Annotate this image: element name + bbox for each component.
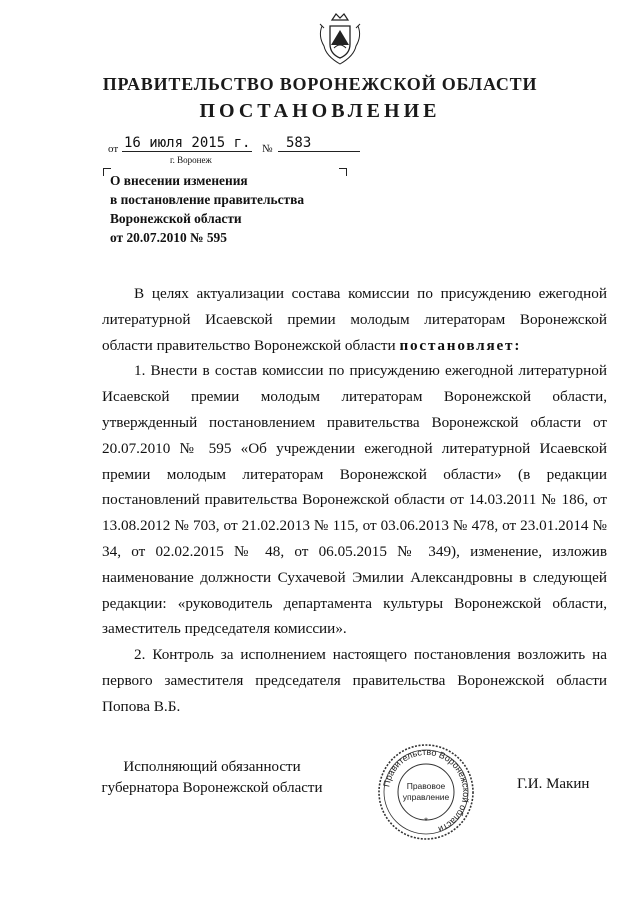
document-type: ПОСТАНОВЛЕНИЕ <box>199 100 441 122</box>
government-title: ПРАВИТЕЛЬСТВО ВОРОНЕЖСКОЙ ОБЛАСТИ <box>102 74 538 94</box>
stamp-center-line: управление <box>402 792 450 802</box>
subject-line: в постановление правительства <box>110 192 305 207</box>
document-body <box>102 281 607 720</box>
resolves-colon: : <box>514 336 522 354</box>
item-2-paragraph: 2. Контроль за исполнением настоящего постановления возложить на первого заместителя председателя правительства Воронежской области Попова В.Б. <box>102 646 607 715</box>
document-date: 16 июля 2015 г. <box>124 135 251 151</box>
stamp-star-icon: * <box>424 816 428 826</box>
date-underline <box>122 151 252 152</box>
intro-text: В целях актуализации состава комиссии по присуждению ежегодной литературной Исаевской премии молодым литераторам Воронежской области правительство Воронежской области <box>102 285 607 354</box>
signatory-name: Г.И. Макин <box>517 776 590 792</box>
position-line: губернатора Воронежской области <box>101 780 323 796</box>
stamp-ring-text: Правительство Воронежской области <box>381 746 472 835</box>
resolves-keyword: постановляет <box>399 336 515 354</box>
official-stamp <box>376 742 476 842</box>
coat-of-arms-icon <box>316 12 364 68</box>
subject-line: от 20.07.2010 № 595 <box>110 230 227 245</box>
number-prefix: № <box>262 143 273 155</box>
intro-paragraph <box>102 281 607 358</box>
signatory-position <box>92 757 332 799</box>
document-subject <box>110 171 350 247</box>
date-prefix: от <box>108 143 119 155</box>
date-number-row <box>108 135 368 157</box>
subject-line: Воронежской области <box>110 211 242 226</box>
city-label: г. Воронеж <box>170 155 212 165</box>
document-number: 583 <box>286 135 312 151</box>
position-line: Исполняющий обязанности <box>123 759 301 775</box>
item-1-paragraph: 1. Внести в состав комиссии по присуждению ежегодной литературной Исаевской премии молодым литераторам Воронежской области, утвержденный постановлением правительства Воронежской области от 20.07.2010 № 595 «Об учреждении ежегодной литературной Исаевской премии молодым литераторам Воронежской области» (в редакции постановлений правительства Воронежской области от 14.03.2011 № 186, от 13.08.2012 № 703, от 21.02.2013 № 115, от 03.06.2013 № 478, от 23.01.2014 № 34, от 02.02.2015 № 48, от 06.05.2015 № 349), изменение, изложив наименование должности Сухачевой Эмилии Александровны в следующей редакции: «руководитель департамента культуры Воронежской области, заместитель председателя комиссии». <box>102 362 607 638</box>
subject-line: О внесении изменения <box>110 173 248 188</box>
number-underline <box>278 151 360 152</box>
stamp-center-line: Правовое <box>406 781 446 791</box>
